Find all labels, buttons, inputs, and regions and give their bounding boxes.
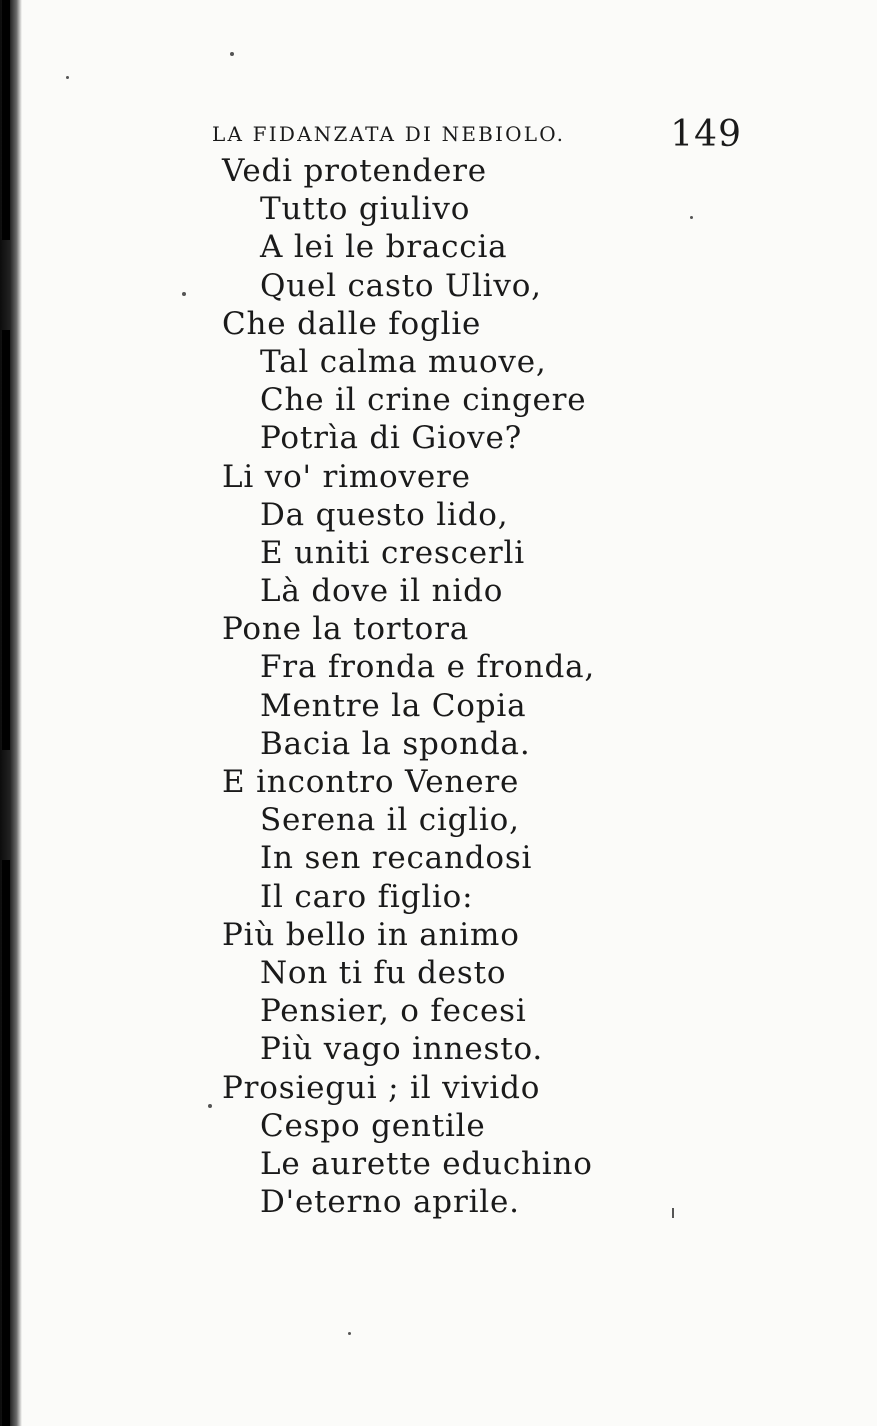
- verse-line: Là dove il nido: [260, 573, 504, 610]
- verse-line: Potrìa di Giove?: [260, 420, 523, 457]
- verse-line: Tal calma muove,: [260, 343, 547, 380]
- verse-line: Vedi protendere: [222, 153, 487, 189]
- verse-line: Fra fronda e fronda,: [260, 649, 596, 686]
- verse-line: Che il crine cingere: [260, 382, 587, 419]
- verse-line: Mentre la Copia: [260, 687, 527, 724]
- verse-line: Quel casto Ulivo,: [260, 267, 542, 304]
- verse-line: E incontro Venere: [222, 764, 520, 800]
- paper-speck: [208, 1104, 212, 1108]
- paper-speck: [182, 292, 186, 296]
- verse-line: In sen recandosi: [260, 840, 533, 877]
- verse-line: Da questo lido,: [260, 496, 509, 533]
- verse-line: A lei le braccia: [260, 229, 508, 266]
- page-number: 149: [670, 114, 742, 155]
- paper-speck: [230, 52, 234, 56]
- verse-line: Bacia la sponda.: [260, 725, 531, 762]
- paper-speck: [66, 76, 69, 79]
- verse-line: Non ti fu desto: [260, 954, 507, 991]
- verse-line: Prosiegui ; il vivido: [222, 1069, 541, 1106]
- book-spine-shadow: [0, 0, 22, 1426]
- paper-speck: [348, 1332, 351, 1335]
- verse-line: D'eterno aprile.: [260, 1184, 520, 1221]
- running-head: LA FIDANZATA DI NEBIOLO.: [212, 122, 566, 146]
- spine-streak: [2, 860, 10, 1426]
- verse-line: Pensier, o fecesi: [260, 993, 527, 1030]
- verse-line: Le aurette educhino: [260, 1145, 593, 1182]
- verse-line: Che dalle foglie: [222, 305, 482, 342]
- verse-line: Cespo gentile: [260, 1107, 486, 1144]
- spine-streak: [2, 0, 10, 240]
- verse-line: Serena il ciglio,: [260, 802, 520, 839]
- verse-line: Li vo' rimovere: [222, 458, 471, 495]
- verse-line: Pone la tortora: [222, 611, 470, 648]
- verse-line: E uniti crescerli: [260, 534, 525, 571]
- poem-body: [222, 152, 782, 1221]
- verse-line: Più bello in animo: [222, 916, 520, 953]
- spine-streak: [2, 330, 10, 750]
- verse-line: Più vago innesto.: [260, 1031, 544, 1068]
- verse-line: Tutto giulivo: [260, 191, 471, 228]
- verse-line: Il caro figlio:: [260, 878, 474, 915]
